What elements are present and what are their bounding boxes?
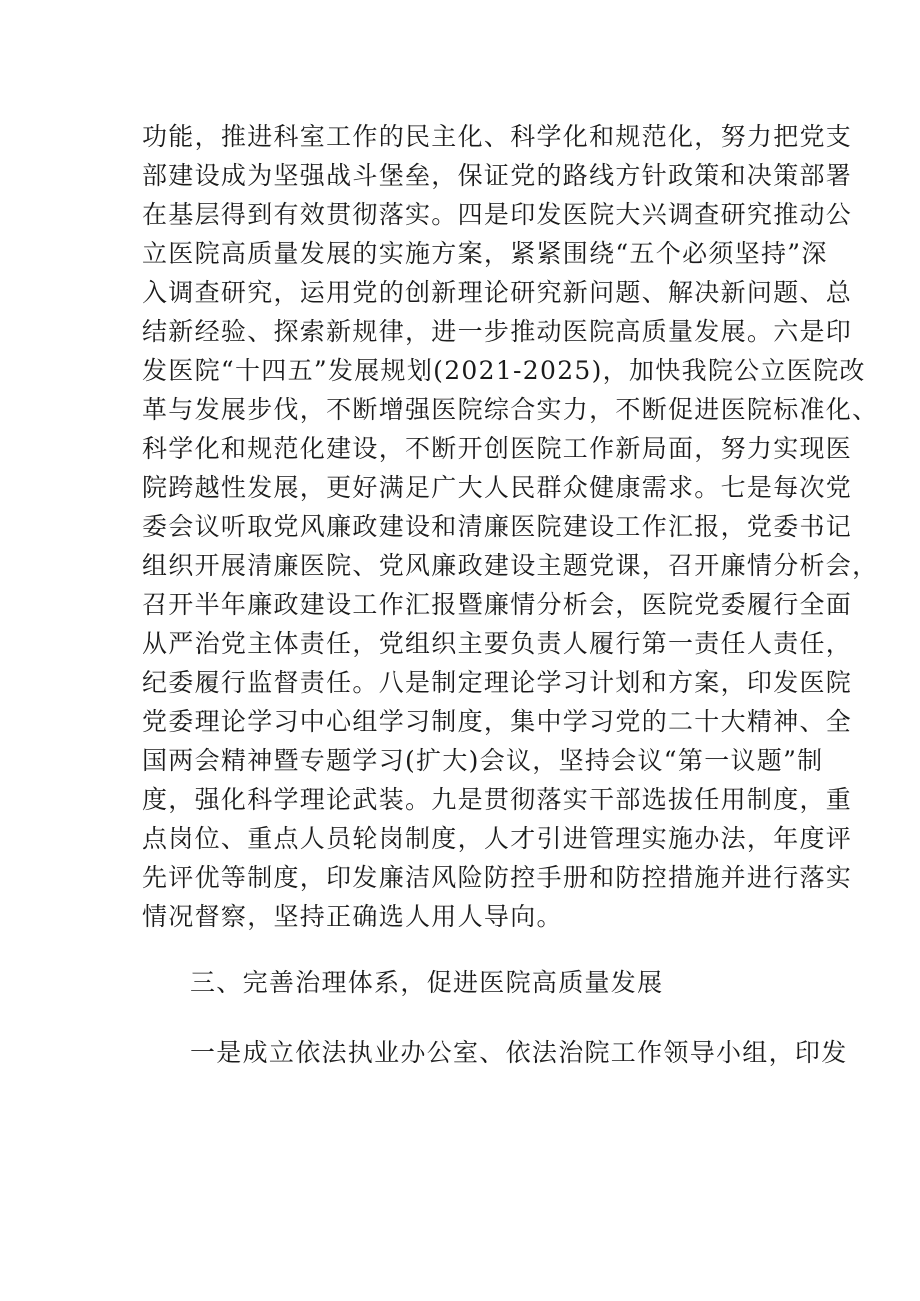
body-text-line: 革与发展步伐，不断增强医院综合实力，不断促进医院标准化、 <box>142 395 879 424</box>
body-text-line: 情况督察，坚持正确选人用人导向。 <box>142 902 563 931</box>
body-text-line: 召开半年廉政建设工作汇报暨廉情分析会，医院党委履行全面 <box>142 590 853 619</box>
body-text-line: 部建设成为坚强战斗堡垒，保证党的路线方针政策和决策部署 <box>142 161 853 190</box>
body-text-line: 一是成立依法执业办公室、依法治院工作领导小组，印发 <box>190 1038 848 1067</box>
body-text-line: 发医院“十四五”发展规划(2021-2025)，加快我院公立医院改 <box>142 356 866 385</box>
body-text-line: 入调查研究，运用党的创新理论研究新问题、解决新问题、总 <box>142 278 853 307</box>
body-text-line: 委会议听取党风廉政建设和清廉医院建设工作汇报，党委书记 <box>142 512 853 541</box>
body-text-line: 功能，推进科室工作的民主化、科学化和规范化，努力把党支 <box>142 122 853 151</box>
body-text-line: 组织开展清廉医院、党风廉政建设主题党课，召开廉情分析会， <box>142 551 879 580</box>
body-text-line: 点岗位、重点人员轮岗制度，人才引进管理实施办法，年度评 <box>142 824 853 853</box>
body-text-line: 院跨越性发展，更好满足广大人民群众健康需求。七是每次党 <box>142 473 853 502</box>
body-text-line: 立医院高质量发展的实施方案，紧紧围绕“五个必须坚持”深 <box>142 239 828 268</box>
section-heading: 三、完善治理体系，促进医院高质量发展 <box>190 968 664 997</box>
body-text-line: 科学化和规范化建设，不断开创医院工作新局面，努力实现医 <box>142 434 853 463</box>
body-text-line: 党委理论学习中心组学习制度，集中学习党的二十大精神、全 <box>142 707 853 736</box>
body-text-line: 在基层得到有效贯彻落实。四是印发医院大兴调查研究推动公 <box>142 200 853 229</box>
body-text-line: 先评优等制度，印发廉洁风险防控手册和防控措施并进行落实 <box>142 863 853 892</box>
body-text-line: 国两会精神暨专题学习(扩大)会议，坚持会议“第一议题”制 <box>142 746 824 775</box>
body-text-line: 从严治党主体责任，党组织主要负责人履行第一责任人责任， <box>142 629 853 658</box>
body-text-line: 结新经验、探索新规律，进一步推动医院高质量发展。六是印 <box>142 317 853 346</box>
body-text-line: 纪委履行监督责任。八是制定理论学习计划和方案，印发医院 <box>142 668 853 697</box>
body-text-line: 度，强化科学理论武装。九是贯彻落实干部选拔任用制度，重 <box>142 785 853 814</box>
